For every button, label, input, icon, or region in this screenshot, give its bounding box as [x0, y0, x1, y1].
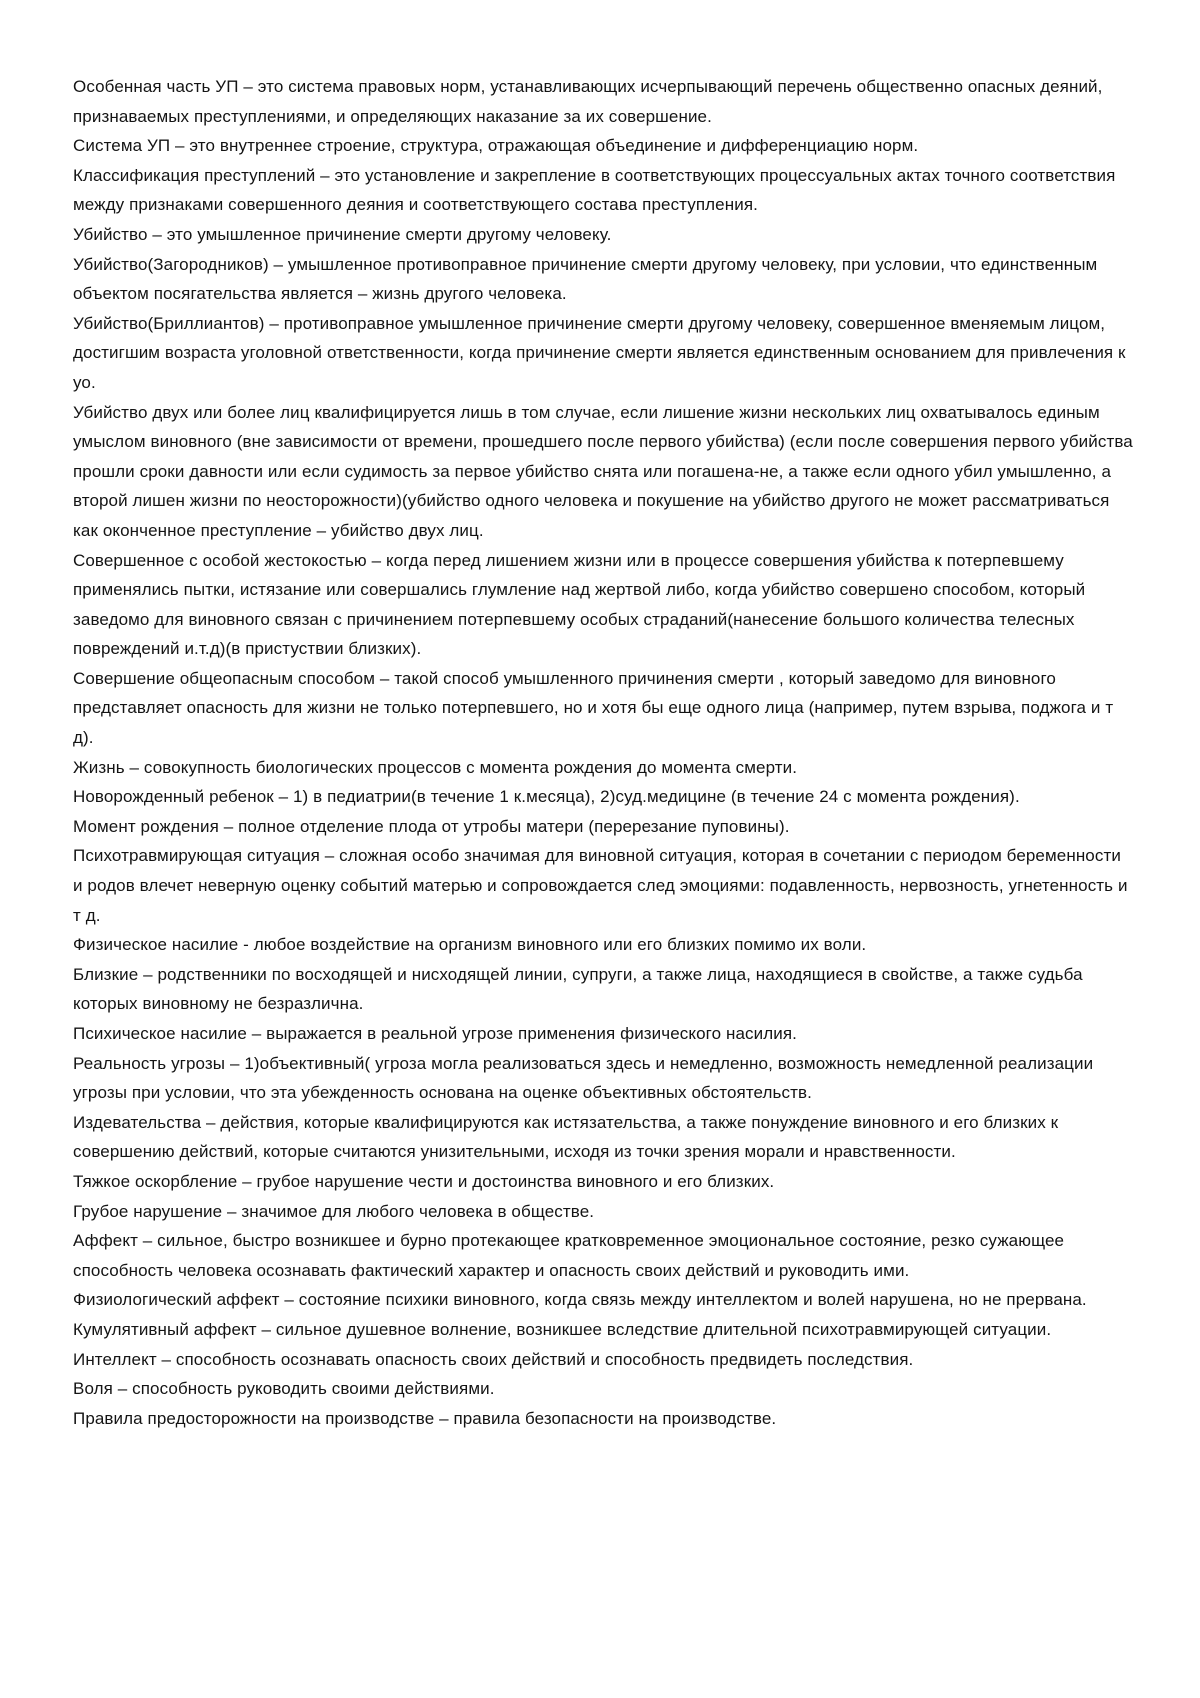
definition-gross-violation: Грубое нарушение – значимое для любого человека в обществе.	[73, 1201, 595, 1221]
definition-birth-moment: Момент рождения – полное отделение плода от утробы матери (перерезание пуповины).	[73, 816, 790, 836]
definition-relatives: Близкие – родственники по восходящей и нисходящей линии, супруги, а также лица, находящиеся в свойстве, а также судьба которых виновному не безразлична.	[73, 964, 1083, 1014]
definition-safety-rules: Правила предосторожности на производстве – правила безопасности на производстве.	[73, 1408, 777, 1428]
definition-cumulative-affect: Кумулятивный аффект – сильное душевное волнение, возникшее вследствие длительной психотравмирующей ситуации.	[73, 1319, 1052, 1339]
definition-mockery: Издевательства – действия, которые квалифицируются как истязательства, а также понуждение виновного и его близких к совершению действий, которые считаются унизительными, исходя из точки зрения морали и нравственности.	[73, 1112, 1059, 1162]
definition-traumatic-situation: Психотравмирующая ситуация – сложная особо значимая для виновной ситуация, которая в сочетании с периодом беременности и родов влечет неверную оценку событий матерью и сопровождается след эмоциями: подавленность, нервозность, угнетенность и т д.	[73, 846, 1128, 925]
definition-life: Жизнь – совокупность биологических процессов с момента рождения до момента смерти.	[73, 757, 798, 777]
definition-murder-brilliantov: Убийство(Бриллиантов) – противоправное умышленное причинение смерти другому человеку, совершенное вменяемым лицом, достигшим возраста уголовной ответственности, когда причинение смерти является единственным основанием для привлечения к уо.	[73, 313, 1126, 392]
definition-murder-two-persons: Убийство двух или более лиц квалифицируется лишь в том случае, если лишение жизни нескольких лиц охватывалось единым умыслом виновного (вне зависимости от времени, прошедшего после первого убийства) (если после совершения первого убийства прошли сроки давности или если судимость за первое убийство снята или погашена-не, а также если одного убил умышленно, а второй лишен жизни по неосторожности)(убийство одного человека и покушение на убийство другого не может рассматриваться как оконченное преступление – убийство двух лиц.	[73, 402, 1133, 540]
definition-mental-violence: Психическое насилие – выражается в реальной угрозе применения физического насилия.	[73, 1024, 797, 1043]
definition-dangerous-method: Совершение общеопасным способом – такой способ умышленного причинения смерти , который заведомо для виновного представляет опасность для жизни не только потерпевшего, но и хотя бы еще одного лица (например, путем взрыва, поджога и т д).	[73, 668, 1114, 748]
definition-affect: Аффект – сильное, быстро возникшее и бурно протекающее кратковременное эмоциональное состояние, резко сужающее способность человека осознавать фактический характер и опасность своих действий и руководить ими.	[73, 1231, 1065, 1280]
definition-intellect: Интеллект – способность осознавать опасность своих действий и способность предвидеть последствия.	[73, 1349, 914, 1369]
definition-classification: Классификация преступлений – это установление и закрепление в соответствующих процессуальных актах точного соответствия между признаками совершенного деяния и соответствующего состава преступления.	[73, 165, 1116, 215]
definition-grave-insult: Тяжкое оскорбление – грубое нарушение чести и достоинства виновного и его близких.	[73, 1171, 775, 1191]
document-page	[73, 72, 1135, 1433]
definition-physiological-affect: Физиологический аффект – состояние психики виновного, когда связь между интеллектом и волей нарушена, но не прервана.	[73, 1290, 1087, 1310]
definition-will: Воля – способность руководить своими действиями.	[73, 1379, 495, 1399]
definition-cruelty: Совершенное с особой жестокостью – когда перед лишением жизни или в процессе совершения убийства к потерпевшему применялись пытки, истязание или совершались глумление над жертвой либо, когда убийство совершено способом, который заведомо для виновного связан с причинением потерпевшему особых страданий(нанесение большого количества телесных повреждений и.т.д)(в пристуствии близких).	[73, 550, 1086, 659]
definition-newborn: Новорожденный ребенок – 1) в педиатрии(в течение 1 к.месяца), 2)суд.медицине (в течение 24 с момента рождения).	[73, 787, 1020, 807]
definition-system: Система УП – это внутреннее строение, структура, отражающая объединение и дифференциацию норм.	[73, 136, 919, 156]
definition-murder: Убийство – это умышленное причинение смерти другому человеку.	[73, 224, 612, 244]
definition-special-part: Особенная часть УП – это система правовых норм, устанавливающих исчерпывающий перечень общественно опасных деяний, признаваемых преступлениями, и определяющих наказание за их совершение.	[73, 77, 1103, 126]
definition-physical-violence: Физическое насилие - любое воздействие на организм виновного или его близких помимо их воли.	[73, 935, 867, 955]
definition-murder-zagorodnikov: Убийство(Загородников) – умышленное противоправное причинение смерти другому человеку, при условии, что единственным объектом посягательства является – жизнь другого человека.	[73, 254, 1098, 304]
definition-threat-reality: Реальность угрозы – 1)объективный( угроза могла реализоваться здесь и немедленно, возможность немедленной реализации угрозы при условии, что эта убежденность основана на оценке объективных обстоятельств.	[73, 1053, 1094, 1103]
